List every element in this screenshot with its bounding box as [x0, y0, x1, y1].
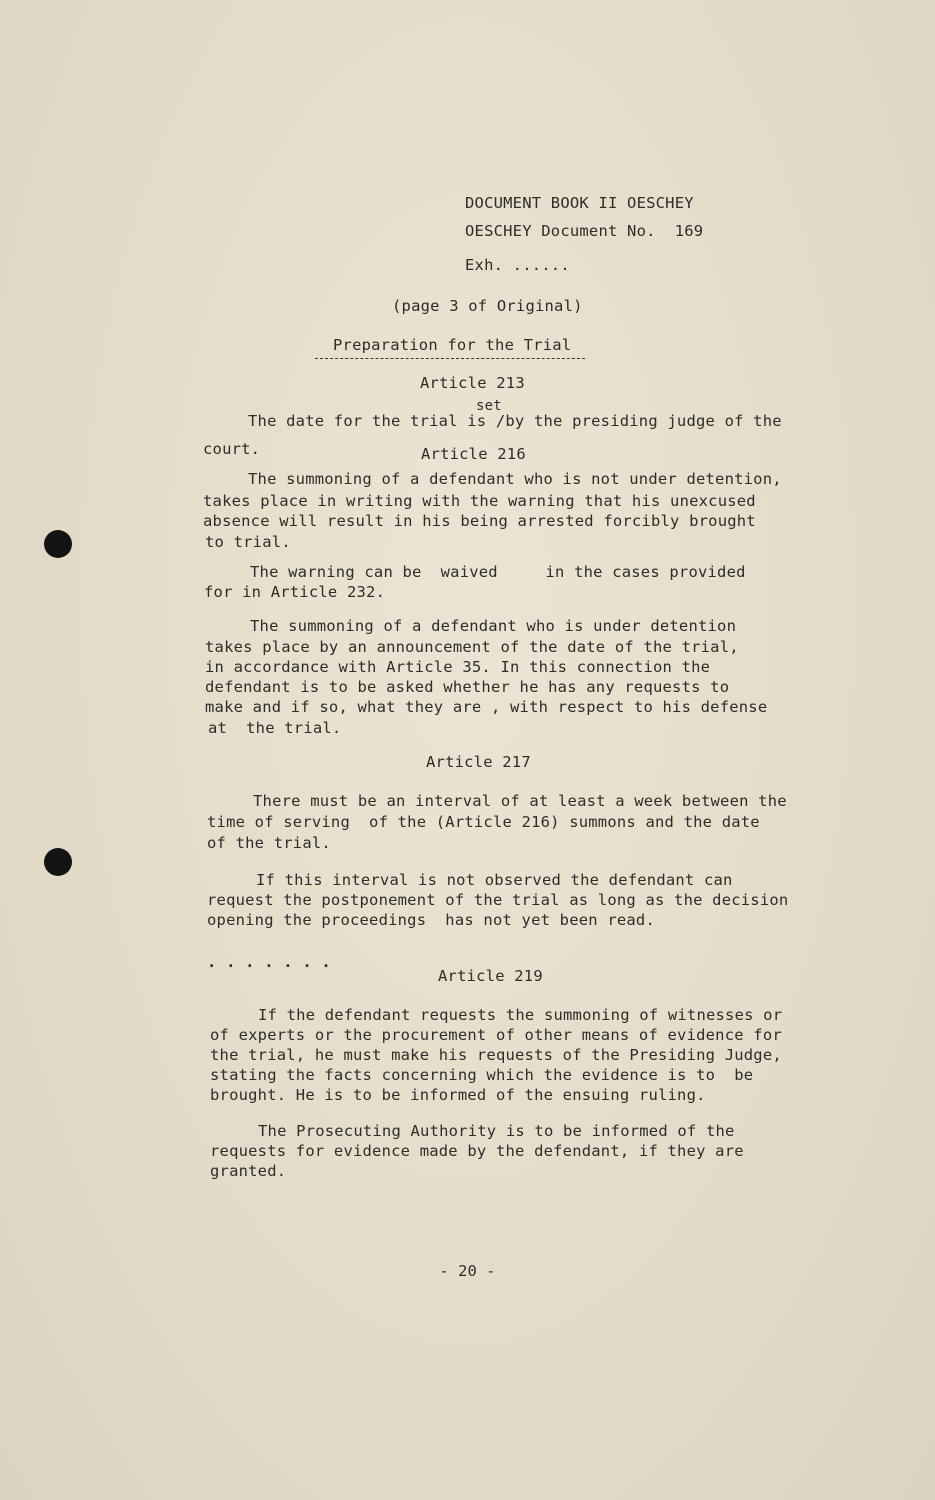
article-213-insertion: set — [476, 398, 502, 414]
header-exhibit: Exh. ...... — [465, 256, 570, 274]
article-216-p3-line: The summoning of a defendant who is under detention — [250, 617, 737, 635]
article-216-heading: Article 216 — [421, 445, 526, 463]
article-217-p1-line: time of serving of the (Article 216) summons and the date — [207, 813, 760, 831]
page-reference: (page 3 of Original) — [392, 297, 583, 315]
article-219-p1-line: the trial, he must make his requests of the Presiding Judge, — [210, 1046, 782, 1064]
article-216-p2-line: for in Article 232. — [204, 583, 386, 601]
article-219-p2-line: granted. — [210, 1162, 287, 1180]
omission-ellipsis: . . . . . . . — [207, 953, 331, 971]
article-216-p3-line: defendant is to be asked whether he has any requests to — [205, 678, 730, 696]
article-216-p3-line: make and if so, what they are , with respect to his defense — [205, 698, 768, 716]
article-219-p1-line: stating the facts concerning which the evidence is to be — [210, 1066, 754, 1084]
article-217-p2-line: opening the proceedings has not yet been read. — [207, 911, 655, 929]
header-document-book: DOCUMENT BOOK II OESCHEY — [465, 194, 694, 212]
punch-hole — [44, 530, 72, 558]
article-219-heading: Article 219 — [438, 967, 543, 985]
article-219-p1-line: If the defendant requests the summoning of witnesses or — [258, 1006, 783, 1024]
page-number: - 20 - — [439, 1262, 496, 1280]
article-216-p3-line: in accordance with Article 35. In this connection the — [205, 658, 711, 676]
article-213-text-line: The date for the trial is /by the presiding judge of the — [248, 412, 782, 430]
article-216-p2-line: The warning can be waived in the cases provided — [250, 563, 746, 581]
article-216-p1-line: to trial. — [205, 533, 291, 551]
article-217-p1-line: of the trial. — [207, 834, 331, 852]
article-216-p1-line: absence will result in his being arrested forcibly brought — [203, 512, 756, 530]
article-216-p3-line: takes place by an announcement of the date of the trial, — [205, 638, 739, 656]
punch-hole — [44, 848, 72, 876]
title-underline — [315, 358, 585, 359]
article-216-p1-line: takes place in writing with the warning that his unexcused — [203, 492, 756, 510]
article-219-p1-line: brought. He is to be informed of the ensuing ruling. — [210, 1086, 706, 1104]
article-217-heading: Article 217 — [426, 753, 531, 771]
article-216-p3-line: at the trial. — [208, 719, 342, 737]
header-document-number: OESCHEY Document No. 169 — [465, 222, 704, 240]
article-217-p2-line: If this interval is not observed the defendant can — [256, 871, 733, 889]
article-219-p2-line: The Prosecuting Authority is to be informed of the — [258, 1122, 735, 1140]
article-213-text-line: court. — [203, 440, 261, 458]
article-217-p1-line: There must be an interval of at least a week between the — [253, 792, 787, 810]
article-216-p1-line: The summoning of a defendant who is not under detention, — [248, 470, 782, 488]
article-213-heading: Article 213 — [420, 374, 525, 392]
article-219-p1-line: of experts or the procurement of other means of evidence for — [210, 1026, 782, 1044]
section-title: Preparation for the Trial — [333, 336, 572, 354]
article-219-p2-line: requests for evidence made by the defendant, if they are — [210, 1142, 744, 1160]
article-217-p2-line: request the postponement of the trial as long as the decision — [207, 891, 789, 909]
